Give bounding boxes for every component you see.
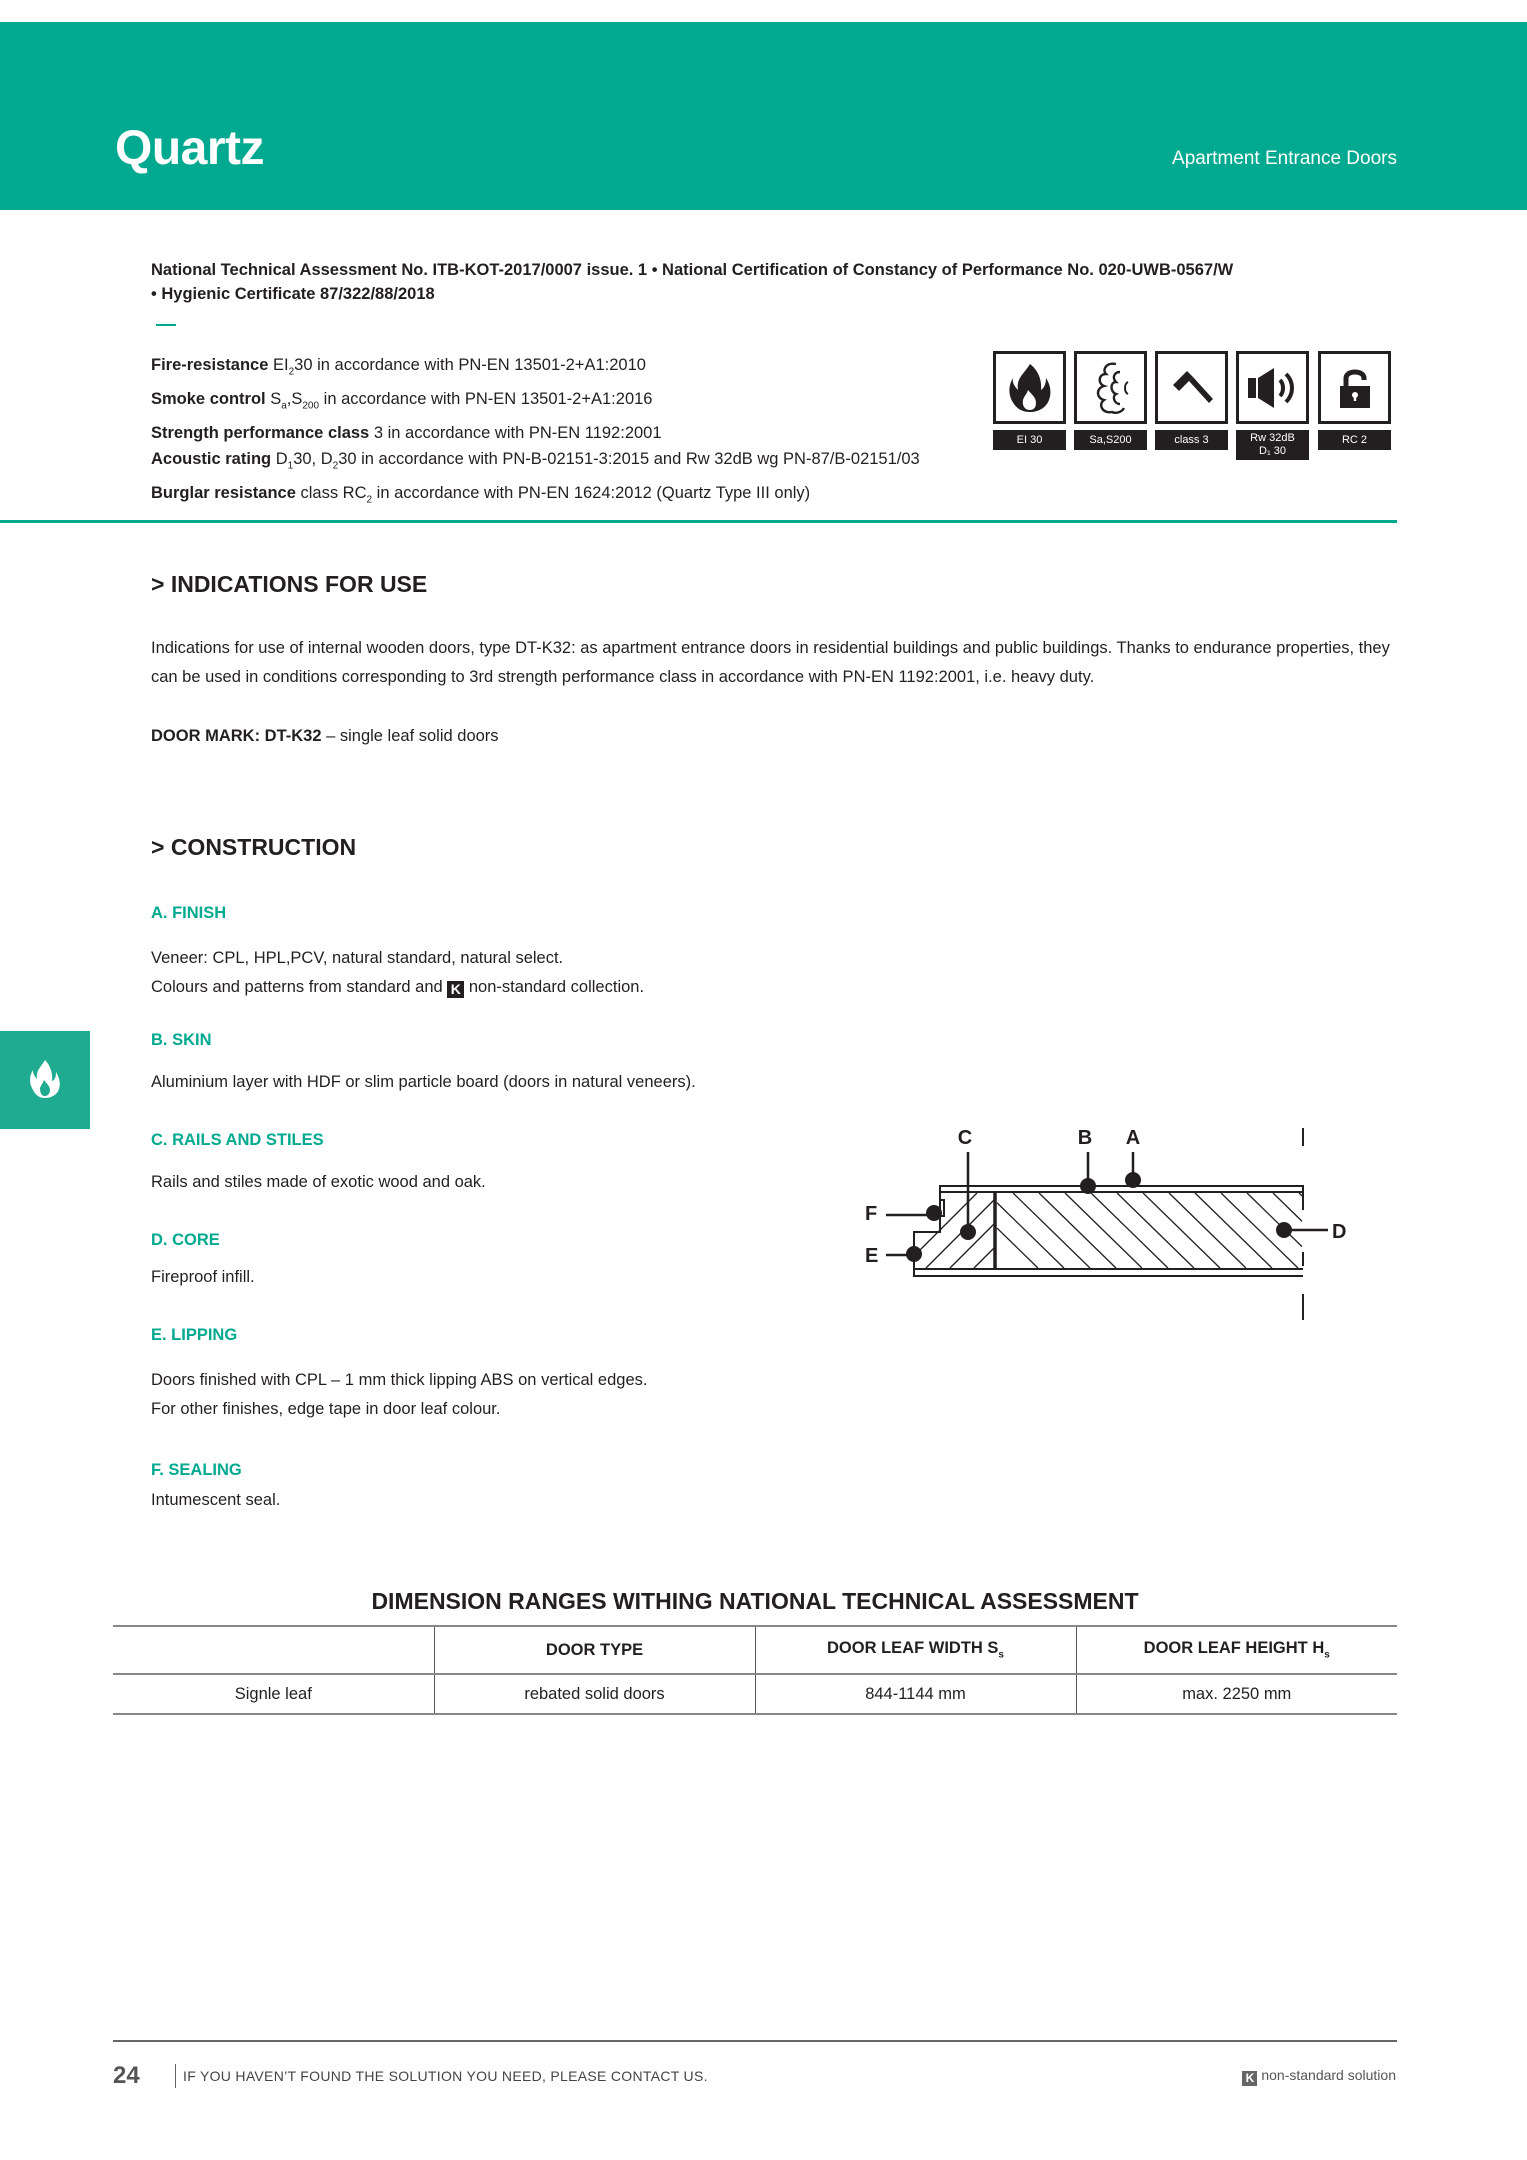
- table-cell: Signle leaf: [234, 1684, 312, 1703]
- door-mark: DOOR MARK: DT-K32 – single leaf solid doors: [151, 727, 499, 745]
- footer-brand-text: non-standard solution: [1261, 2067, 1396, 2083]
- callout-dot-a: [1125, 1172, 1141, 1188]
- dimension-table-title: DIMENSION RANGES WITHING NATIONAL TECHNICAL ASSESSMENT: [371, 1588, 1139, 1614]
- property-strength-class: Strength performance class 3 in accordance with PN-EN 1192:2001: [151, 423, 662, 442]
- certificate-line: National Technical Assessment No. ITB-KOT-2017/0007 issue. 1 • National Certification of Constancy of Performance No. 020-UWB-0567/W: [151, 261, 1234, 279]
- section-finish-text: Veneer: CPL, HPL,PCV, natural standard, natural select. Colours and patterns from standard and K non-standard collection.: [151, 949, 645, 997]
- callout-dot-c: [960, 1224, 976, 1240]
- properties-list: [151, 352, 920, 514]
- acoustic-label: Rw 32dB D₁ 30: [1236, 430, 1309, 460]
- section-lipping-title: E. LIPPING: [151, 1326, 238, 1344]
- smoke-icon: [1088, 360, 1134, 416]
- diagram-label-f: F: [865, 1203, 878, 1225]
- fire-icon: [1006, 362, 1054, 414]
- table-cell: 844-1144 mm: [755, 1674, 1076, 1714]
- diagram-label-a: A: [1125, 1127, 1141, 1149]
- construction-heading: > CONSTRUCTION: [151, 834, 357, 860]
- header-band: [0, 22, 1527, 210]
- page-subtitle: Apartment Entrance Doors: [1172, 148, 1397, 169]
- hammer-icon: [1167, 363, 1217, 413]
- certificate-line: • Hygienic Certificate 87/322/88/2018: [151, 285, 435, 303]
- door-cross-section-diagram: [850, 1120, 1410, 1350]
- table-header-cell: [113, 1626, 434, 1674]
- certificates: [151, 258, 1301, 306]
- section-finish-title: A. FINISH: [151, 904, 227, 922]
- table-header-cell: DOOR TYPE: [434, 1626, 755, 1674]
- hatch-line: [1273, 1193, 1302, 1221]
- section-rails-title: C. RAILS AND STILES: [151, 1131, 324, 1149]
- dimension-table: [113, 1625, 1397, 1715]
- diagram-label-b: B: [1077, 1127, 1093, 1149]
- section-skin-title: B. SKIN: [151, 1031, 212, 1049]
- fire-icon: [28, 1058, 62, 1102]
- footer-brand: [1242, 2067, 1396, 2086]
- hatch-line: [1299, 1193, 1302, 1196]
- page-number: 24: [113, 2062, 140, 2089]
- callout-dot-d: [1276, 1222, 1292, 1238]
- padlock-icon: [1338, 366, 1372, 410]
- hatch-line: [1247, 1193, 1302, 1247]
- section-divider: [0, 520, 1397, 523]
- table-header-cell: DOOR LEAF HEIGHT $H_s$: [1076, 1626, 1397, 1674]
- footer-contact-text: IF YOU HAVEN’T FOUND THE SOLUTION YOU NEED, PLEASE CONTACT US.: [183, 2068, 708, 2084]
- section-core-title: D. CORE: [151, 1231, 220, 1249]
- diagram-label-c: C: [957, 1127, 973, 1149]
- k-logo-icon: K: [1242, 2071, 1257, 2086]
- side-tab-fire: [0, 1031, 90, 1129]
- k-collection-badge: K: [447, 981, 464, 998]
- callout-dot-b: [1080, 1178, 1096, 1194]
- indications-heading: > INDICATIONS FOR USE: [151, 571, 428, 597]
- hatch-line: [997, 1203, 1064, 1268]
- diagram-label-d: D: [1332, 1221, 1347, 1243]
- table-header-cell: DOOR LEAF WIDTH $S_s$: [755, 1626, 1076, 1674]
- icon-burglar-resistance: RC 2: [1318, 351, 1391, 450]
- indications-text: Indications for use of internal wooden doors, type DT-K32: as apartment entrance doors in residential buildings and public buildings. Thanks to endurance properties, they can be used in conditions corresponding to 3rd strength performance class in accordance with PN-EN 1192:2001, i.e. heavy duty.: [151, 639, 1390, 686]
- property-fire-resistance: Fire-resistance $EI_230$ in accordance with PN-EN 13501-2+A1:2010: [151, 356, 646, 378]
- hatch-line: [974, 1248, 994, 1268]
- accent-dash: [156, 324, 176, 326]
- footer-separator: [175, 2064, 176, 2088]
- section-core-text: Fireproof infill.: [151, 1268, 255, 1286]
- icon-strength-class: class 3: [1155, 351, 1228, 450]
- table-row: [113, 1674, 1397, 1714]
- property-burglar-resistance: Burglar resistance class $RC_2$ in accordance with PN-EN 1624:2012 (Quartz Type III only): [151, 484, 811, 506]
- callout-dot-e: [906, 1246, 922, 1262]
- certification-icons: [993, 351, 1395, 461]
- section-lipping-text: Doors finished with CPL – 1 mm thick lipping ABS on vertical edges. For other finishes, edge tape in door leaf colour.: [151, 1371, 648, 1418]
- table-cell: max. 2250 mm: [1076, 1674, 1397, 1714]
- icon-smoke-control: Sa,S200: [1074, 351, 1147, 450]
- section-sealing-title: F. SEALING: [151, 1461, 242, 1479]
- callout-dot-f: [926, 1205, 942, 1221]
- table-header-row: [113, 1626, 1397, 1674]
- footer-divider: [113, 2040, 1397, 2042]
- section-sealing-text: Intumescent seal.: [151, 1491, 281, 1509]
- section-skin-text: Aluminium layer with HDF or slim particle board (doors in natural veneers).: [151, 1073, 696, 1091]
- table-cell: rebated solid doors: [434, 1674, 755, 1714]
- leader-lines: [886, 1152, 1328, 1255]
- section-rails-text: Rails and stiles made of exotic wood and oak.: [151, 1173, 486, 1191]
- speaker-icon: [1246, 366, 1300, 410]
- icon-acoustic-rating: [1236, 351, 1309, 460]
- property-acoustic-rating: Acoustic rating $D_130$, $D_230$ in accordance with PN-B-02151-3:2015 and Rw 32dB wg PN-87/B-02151/03: [151, 450, 920, 472]
- hatch-line: [997, 1228, 1038, 1268]
- page-title: Quartz: [115, 122, 265, 175]
- icon-fire-resistance: EI 30: [993, 351, 1066, 450]
- diagram-label-e: E: [865, 1245, 879, 1267]
- property-smoke-control: Smoke control $S_a,S_{200}$ in accordance with PN-EN 13501-2+A1:2016: [151, 389, 653, 412]
